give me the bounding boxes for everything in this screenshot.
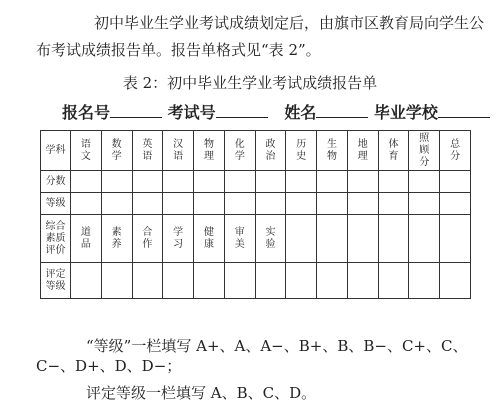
quality-cell bbox=[194, 215, 225, 263]
score-cell bbox=[347, 171, 378, 193]
exam-number-blank bbox=[216, 103, 268, 118]
subject-cell bbox=[255, 131, 286, 171]
score-cell bbox=[255, 171, 286, 193]
score-cell bbox=[163, 171, 194, 193]
grade-note bbox=[36, 336, 492, 376]
subject-label: 物理 bbox=[203, 138, 214, 162]
quality-cell bbox=[409, 215, 440, 263]
subject-cell bbox=[163, 131, 194, 171]
exam-number-label: 考试号 bbox=[167, 103, 216, 122]
quality-cell bbox=[224, 215, 255, 263]
grade-note-text: “等级”一栏填写 A+、A、A−、B+、B、B−、C+、C、C−、D+、D、D−； bbox=[36, 337, 468, 375]
score-cell bbox=[224, 171, 255, 193]
rating-cell bbox=[440, 263, 471, 299]
quality-label: 素养 bbox=[111, 226, 122, 250]
score-cell bbox=[378, 171, 409, 193]
grade-cell bbox=[409, 193, 440, 215]
rating-cell bbox=[317, 263, 348, 299]
graduation-school-label: 毕业学校 bbox=[373, 103, 438, 122]
grade-cell bbox=[317, 193, 348, 215]
grade-cell bbox=[440, 193, 471, 215]
quality-label: 合作 bbox=[142, 226, 153, 250]
registration-number-label: 报名号 bbox=[62, 103, 111, 122]
subject-label: 政治 bbox=[265, 138, 276, 162]
rating-note-text: 评定等级一栏填写 A、B、C、D。 bbox=[86, 384, 317, 402]
rating-cell bbox=[286, 263, 317, 299]
subject-cell bbox=[409, 131, 440, 171]
rating-cell bbox=[409, 263, 440, 299]
rating-cell bbox=[224, 263, 255, 299]
grade-row-label: 等级 bbox=[41, 193, 71, 215]
subject-cell bbox=[440, 131, 471, 171]
comprehensive-row-label: 综合素质评价 bbox=[41, 215, 71, 263]
grade-row bbox=[41, 193, 471, 215]
subject-cell bbox=[224, 131, 255, 171]
rating-cell bbox=[71, 263, 102, 299]
rating-cell bbox=[347, 263, 378, 299]
quality-cell bbox=[101, 215, 132, 263]
subject-label: 历史 bbox=[296, 138, 307, 162]
score-cell bbox=[440, 171, 471, 193]
subject-label: 数学 bbox=[111, 138, 122, 162]
quality-cell bbox=[440, 215, 471, 263]
subject-label: 体育 bbox=[388, 138, 399, 162]
grade-cell bbox=[194, 193, 225, 215]
rating-cell bbox=[194, 263, 225, 299]
score-cell bbox=[101, 171, 132, 193]
score-cell bbox=[317, 171, 348, 193]
intro-text: 初中毕业生学业考试成绩划定后，由旗市区教育局向学生公布考试成绩报告单。报告单格式见“表 2”。 bbox=[36, 14, 485, 59]
grade-cell bbox=[71, 193, 102, 215]
rating-row bbox=[41, 263, 471, 299]
score-cell bbox=[132, 171, 163, 193]
registration-number-blank bbox=[110, 103, 162, 118]
subject-cell bbox=[194, 131, 225, 171]
graduation-school-blank bbox=[438, 103, 490, 118]
rating-cell bbox=[255, 263, 286, 299]
header-fields bbox=[62, 100, 492, 123]
quality-cell bbox=[71, 215, 102, 263]
quality-cell bbox=[163, 215, 194, 263]
quality-label: 健康 bbox=[203, 226, 214, 250]
grade-cell bbox=[378, 193, 409, 215]
student-name-blank bbox=[316, 103, 368, 118]
rating-cell bbox=[378, 263, 409, 299]
subject-label: 总分 bbox=[450, 138, 461, 162]
grade-cell bbox=[132, 193, 163, 215]
score-cell bbox=[286, 171, 317, 193]
subject-cell bbox=[378, 131, 409, 171]
grade-cell bbox=[163, 193, 194, 215]
rating-row-label: 评定等级 bbox=[41, 263, 71, 299]
score-row bbox=[41, 171, 471, 193]
table-caption: 表 2：初中毕业生学业考试成绩报告单 bbox=[122, 74, 378, 92]
subject-label: 生物 bbox=[327, 138, 337, 162]
quality-cell bbox=[132, 215, 163, 263]
quality-label: 学习 bbox=[173, 226, 184, 250]
quality-cell bbox=[378, 215, 409, 263]
grade-cell bbox=[101, 193, 132, 215]
score-cell bbox=[409, 171, 440, 193]
subject-cell bbox=[132, 131, 163, 171]
subject-label: 化学 bbox=[234, 138, 245, 162]
rating-note bbox=[36, 383, 316, 403]
subject-label: 英语 bbox=[142, 138, 153, 162]
quality-cell bbox=[317, 215, 348, 263]
intro-paragraph bbox=[36, 10, 488, 64]
grade-cell bbox=[347, 193, 378, 215]
subject-cell bbox=[347, 131, 378, 171]
subject-label: 汉语 bbox=[173, 138, 184, 162]
subject-cell bbox=[71, 131, 102, 171]
score-cell bbox=[194, 171, 225, 193]
subject-cell bbox=[286, 131, 317, 171]
rating-cell bbox=[163, 263, 194, 299]
quality-cell bbox=[347, 215, 378, 263]
subject-cell bbox=[101, 131, 132, 171]
grade-cell bbox=[286, 193, 317, 215]
grade-cell bbox=[255, 193, 286, 215]
subject-cell bbox=[317, 131, 348, 171]
subject-label: 照顾分 bbox=[419, 132, 430, 168]
score-report-table bbox=[40, 130, 471, 299]
subject-label: 语文 bbox=[80, 138, 91, 162]
student-name-label: 姓名 bbox=[284, 103, 317, 122]
quality-cell bbox=[286, 215, 317, 263]
subject-label: 地理 bbox=[357, 138, 368, 162]
rating-cell bbox=[132, 263, 163, 299]
quality-label: 审美 bbox=[234, 226, 245, 250]
score-cell bbox=[71, 171, 102, 193]
quality-cell bbox=[255, 215, 286, 263]
subject-header-row bbox=[41, 131, 471, 171]
quality-label: 实验 bbox=[265, 226, 276, 250]
quality-label: 道品 bbox=[80, 226, 91, 250]
rating-cell bbox=[101, 263, 132, 299]
grade-cell bbox=[224, 193, 255, 215]
subject-header-cell: 学科 bbox=[41, 131, 71, 171]
comprehensive-evaluation-row bbox=[41, 215, 471, 263]
score-row-label: 分数 bbox=[41, 171, 71, 193]
